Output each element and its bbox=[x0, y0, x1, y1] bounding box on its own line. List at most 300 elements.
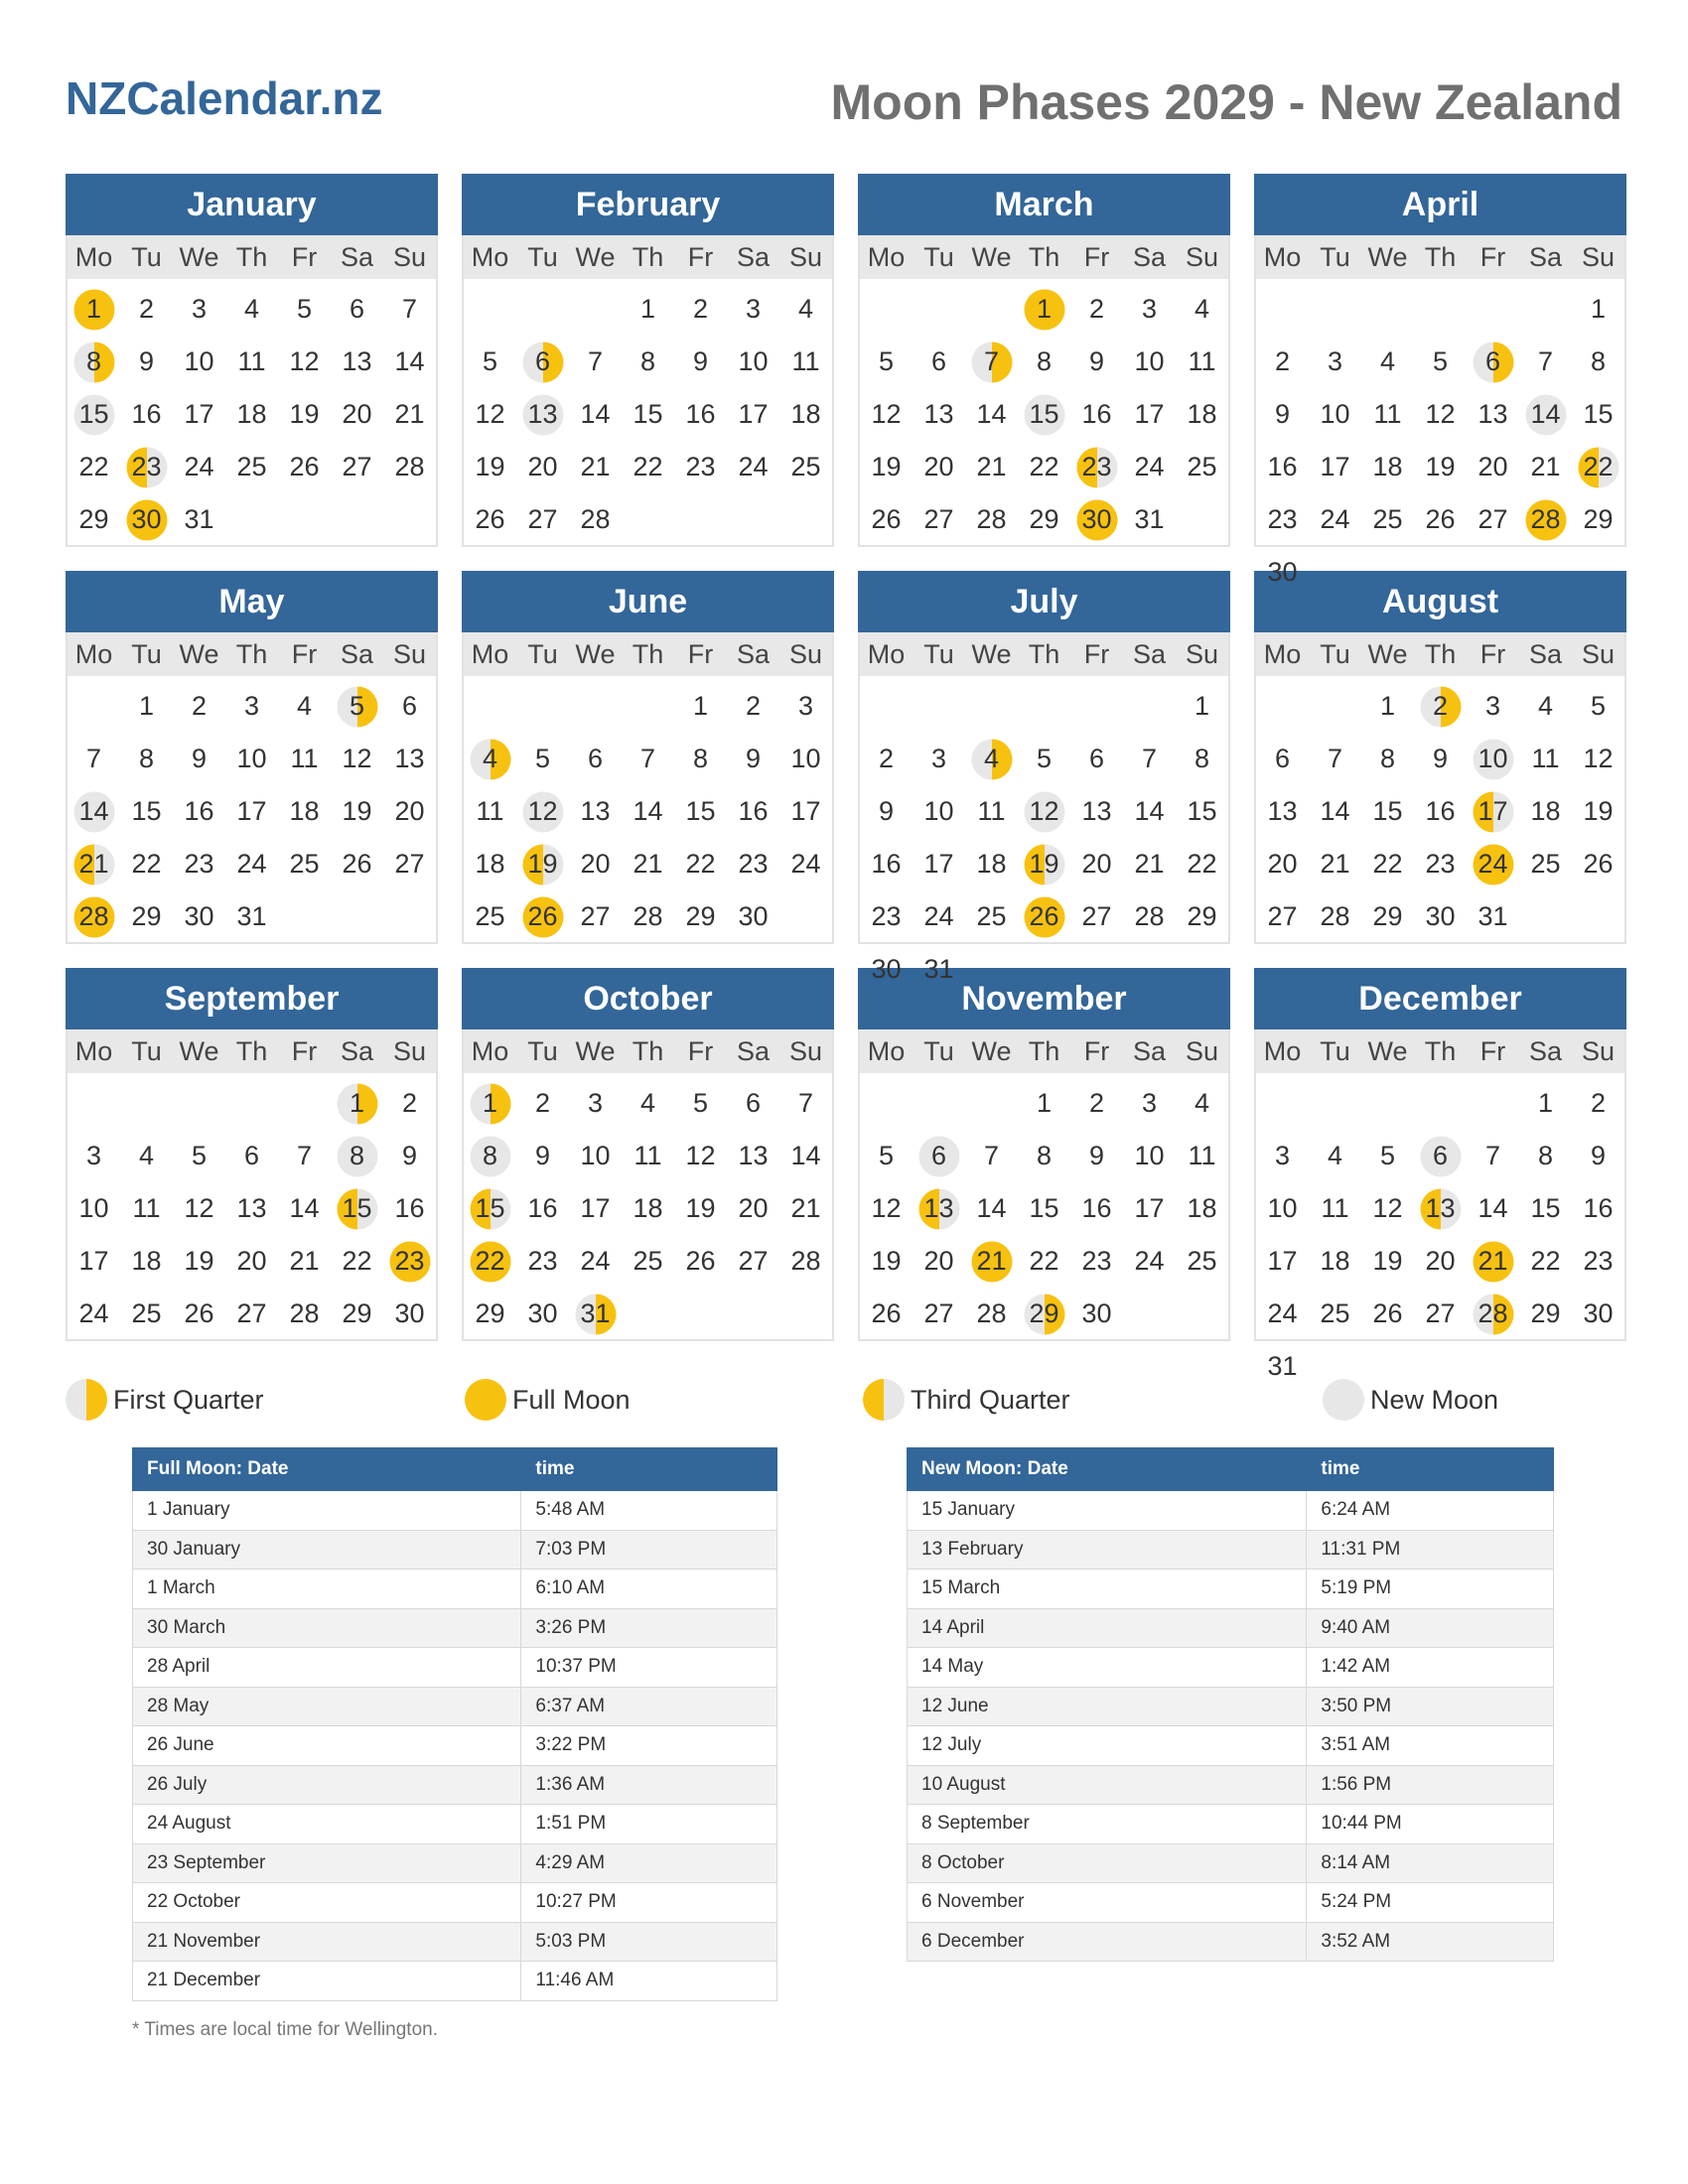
day-cell bbox=[913, 336, 965, 388]
day-number: 6 bbox=[243, 1141, 260, 1170]
weekday-label: Tu bbox=[527, 638, 558, 669]
day-number: 20 bbox=[923, 1246, 954, 1276]
day-cell bbox=[569, 1288, 622, 1340]
empty-cell bbox=[464, 680, 516, 733]
day-cell bbox=[1572, 336, 1624, 388]
day-number: 18 bbox=[1530, 796, 1561, 826]
day-cell bbox=[1309, 890, 1361, 943]
day-number: 11 bbox=[132, 1193, 161, 1223]
day-cell bbox=[779, 441, 832, 493]
empty-cell bbox=[569, 283, 622, 336]
day-number: 12 bbox=[1029, 796, 1059, 826]
day-cell bbox=[331, 1182, 383, 1235]
day-number: 29 bbox=[1530, 1298, 1561, 1328]
empty-cell bbox=[1519, 283, 1572, 336]
empty-cell bbox=[464, 283, 516, 336]
day-cell bbox=[727, 441, 779, 493]
empty-cell bbox=[1256, 680, 1309, 733]
day-number: 1 bbox=[1036, 294, 1053, 324]
day-cell bbox=[1176, 1235, 1228, 1288]
day-number: 5 bbox=[1379, 1141, 1396, 1170]
day-number: 13 bbox=[1267, 796, 1298, 826]
day-number: 25 bbox=[289, 849, 320, 879]
day-cell bbox=[68, 388, 120, 441]
day-number: 21 bbox=[976, 1246, 1007, 1276]
day-cell bbox=[1070, 336, 1123, 388]
day-number: 8 bbox=[1036, 346, 1053, 376]
day-number: 5 bbox=[878, 346, 895, 376]
day-cell bbox=[1070, 441, 1123, 493]
day-cell bbox=[331, 733, 383, 785]
weekday-label: We bbox=[575, 638, 616, 669]
day-number: 15 bbox=[1583, 399, 1614, 429]
day-number: 8 bbox=[85, 346, 102, 376]
day-cell bbox=[779, 838, 832, 890]
day-cell bbox=[1018, 1182, 1070, 1235]
day-number: 17 bbox=[236, 796, 267, 826]
weekday-label: Fr bbox=[1479, 241, 1506, 272]
day-cell bbox=[120, 336, 173, 388]
day-number: 29 bbox=[131, 901, 162, 931]
table-row bbox=[133, 1883, 777, 1923]
day-cell bbox=[965, 1130, 1018, 1182]
date-cell: 6 December bbox=[908, 1922, 1307, 1962]
month-june bbox=[462, 571, 834, 944]
day-number: 17 bbox=[1134, 399, 1165, 429]
day-number: 10 bbox=[790, 744, 821, 773]
weekday-label: Mo bbox=[471, 1035, 509, 1066]
day-cell bbox=[1467, 1288, 1519, 1340]
day-cell bbox=[622, 838, 674, 890]
empty-cell bbox=[965, 283, 1018, 336]
day-cell bbox=[1467, 680, 1519, 733]
day-number: 16 bbox=[1081, 399, 1112, 429]
day-number: 30 bbox=[738, 901, 769, 931]
table-row bbox=[908, 1883, 1554, 1923]
day-cell bbox=[278, 388, 331, 441]
table-row bbox=[908, 1570, 1554, 1609]
weekday-header bbox=[860, 235, 1228, 279]
day-number: 12 bbox=[1583, 744, 1614, 773]
day-cell bbox=[1123, 1182, 1176, 1235]
day-cell bbox=[569, 785, 622, 838]
day-number: 24 bbox=[1477, 849, 1508, 879]
day-cell bbox=[1467, 1182, 1519, 1235]
day-cell bbox=[68, 1130, 120, 1182]
day-cell bbox=[622, 336, 674, 388]
weekday-label: Sa bbox=[1528, 638, 1563, 669]
day-cell bbox=[913, 1288, 965, 1340]
day-number: 25 bbox=[1372, 504, 1403, 534]
day-cell bbox=[1519, 441, 1572, 493]
day-number: 10 bbox=[738, 346, 769, 376]
empty-cell bbox=[1467, 283, 1519, 336]
day-number: 25 bbox=[976, 901, 1007, 931]
day-number: 16 bbox=[1583, 1193, 1614, 1223]
table-row bbox=[908, 1765, 1554, 1805]
day-cell bbox=[1070, 1077, 1123, 1130]
day-cell bbox=[173, 680, 225, 733]
day-cell bbox=[464, 733, 516, 785]
weekday-label: Tu bbox=[923, 241, 954, 272]
day-cell bbox=[173, 1130, 225, 1182]
day-number: 9 bbox=[1590, 1141, 1607, 1170]
day-number: 5 bbox=[1036, 744, 1053, 773]
date-cell: 10 August bbox=[908, 1765, 1307, 1805]
day-number: 8 bbox=[1590, 346, 1607, 376]
day-number: 9 bbox=[1088, 346, 1105, 376]
day-number: 22 bbox=[1187, 849, 1217, 879]
day-cell bbox=[120, 733, 173, 785]
empty-cell bbox=[860, 283, 913, 336]
day-number: 20 bbox=[342, 399, 372, 429]
day-number: 18 bbox=[790, 399, 821, 429]
day-cell bbox=[331, 785, 383, 838]
day-number: 23 bbox=[1081, 1246, 1112, 1276]
day-cell bbox=[120, 1288, 173, 1340]
footnote: * Times are local time for Wellington. bbox=[132, 2019, 438, 2040]
day-number: 24 bbox=[78, 1298, 109, 1328]
table-row bbox=[133, 1608, 777, 1648]
month-january bbox=[66, 174, 438, 547]
day-cell bbox=[1361, 733, 1414, 785]
weekday-header bbox=[464, 235, 832, 279]
day-number: 23 bbox=[527, 1246, 558, 1276]
day-cell bbox=[965, 890, 1018, 943]
weekday-label: We bbox=[179, 1035, 219, 1066]
day-cell bbox=[779, 1077, 832, 1130]
day-number: 22 bbox=[131, 849, 162, 879]
day-cell bbox=[120, 838, 173, 890]
day-cell bbox=[120, 680, 173, 733]
day-cell bbox=[1176, 733, 1228, 785]
day-number: 20 bbox=[738, 1193, 769, 1223]
day-number: 16 bbox=[394, 1193, 425, 1223]
day-number: 4 bbox=[296, 691, 313, 721]
day-cell bbox=[1572, 1130, 1624, 1182]
day-number: 28 bbox=[976, 1298, 1007, 1328]
day-number: 9 bbox=[1088, 1141, 1105, 1170]
day-number: 14 bbox=[976, 399, 1007, 429]
day-number: 1 bbox=[1590, 294, 1607, 324]
day-number: 19 bbox=[871, 452, 902, 481]
day-cell bbox=[383, 785, 436, 838]
weekday-label: Sa bbox=[340, 1035, 374, 1066]
day-number: 20 bbox=[394, 796, 425, 826]
weekday-label: Tu bbox=[1320, 1035, 1350, 1066]
legend-label: Third Quarter bbox=[911, 1384, 1070, 1415]
day-cell bbox=[464, 336, 516, 388]
day-cell bbox=[860, 785, 913, 838]
day-cell bbox=[913, 943, 965, 996]
day-cell bbox=[1070, 1288, 1123, 1340]
day-cell bbox=[1467, 493, 1519, 546]
full-moon-icon bbox=[465, 1379, 506, 1421]
day-number: 29 bbox=[1187, 901, 1217, 931]
day-cell bbox=[1018, 785, 1070, 838]
date-cell: 8 October bbox=[908, 1843, 1307, 1883]
day-number: 24 bbox=[790, 849, 821, 879]
day-number: 16 bbox=[131, 399, 162, 429]
empty-cell bbox=[1467, 1077, 1519, 1130]
day-cell bbox=[331, 680, 383, 733]
day-number: 26 bbox=[475, 504, 505, 534]
day-number: 16 bbox=[1081, 1193, 1112, 1223]
day-cell bbox=[1256, 1130, 1309, 1182]
day-cell bbox=[860, 943, 913, 996]
month-february bbox=[462, 174, 834, 547]
weekday-label: We bbox=[575, 241, 616, 272]
day-cell bbox=[622, 283, 674, 336]
day-number: 21 bbox=[289, 1246, 320, 1276]
day-cell bbox=[464, 838, 516, 890]
weekday-label: Tu bbox=[131, 638, 162, 669]
time-cell: 3:51 AM bbox=[1307, 1726, 1554, 1766]
day-number: 5 bbox=[878, 1141, 895, 1170]
day-cell bbox=[1176, 388, 1228, 441]
weekday-label: Tu bbox=[1320, 241, 1350, 272]
weekday-label: Sa bbox=[340, 241, 374, 272]
day-number: 22 bbox=[1372, 849, 1403, 879]
empty-cell bbox=[1414, 1077, 1467, 1130]
day-number: 15 bbox=[1530, 1193, 1561, 1223]
day-number: 4 bbox=[1194, 294, 1210, 324]
column-header-time: time bbox=[1307, 1448, 1554, 1491]
day-number: 4 bbox=[1327, 1141, 1343, 1170]
empty-cell bbox=[965, 1077, 1018, 1130]
day-cell bbox=[1467, 733, 1519, 785]
day-number: 31 bbox=[923, 954, 954, 984]
day-number: 30 bbox=[527, 1298, 558, 1328]
day-cell bbox=[68, 441, 120, 493]
day-cell bbox=[1018, 283, 1070, 336]
day-cell bbox=[965, 493, 1018, 546]
day-number: 25 bbox=[1320, 1298, 1350, 1328]
day-number: 12 bbox=[1372, 1193, 1403, 1223]
day-cell bbox=[1572, 838, 1624, 890]
day-number: 20 bbox=[236, 1246, 267, 1276]
time-cell: 1:51 PM bbox=[521, 1805, 777, 1844]
day-number: 5 bbox=[191, 1141, 208, 1170]
day-number: 8 bbox=[1194, 744, 1210, 773]
day-cell bbox=[68, 785, 120, 838]
day-number: 5 bbox=[482, 346, 498, 376]
weekday-label: Tu bbox=[131, 241, 162, 272]
day-cell bbox=[464, 1288, 516, 1340]
day-number: 12 bbox=[527, 796, 558, 826]
time-cell: 11:46 AM bbox=[521, 1962, 777, 2001]
table-row bbox=[133, 1765, 777, 1805]
day-cell bbox=[68, 838, 120, 890]
day-number: 20 bbox=[1425, 1246, 1456, 1276]
empty-cell bbox=[120, 1077, 173, 1130]
day-number: 9 bbox=[745, 744, 762, 773]
legend-item bbox=[1323, 1375, 1498, 1425]
day-cell bbox=[516, 1182, 569, 1235]
day-number: 6 bbox=[349, 294, 365, 324]
day-cell bbox=[727, 388, 779, 441]
column-header-time: time bbox=[521, 1448, 777, 1491]
day-number: 6 bbox=[745, 1088, 762, 1118]
day-cell bbox=[1309, 441, 1361, 493]
table-row bbox=[908, 1491, 1554, 1531]
day-cell bbox=[1519, 388, 1572, 441]
day-number: 10 bbox=[184, 346, 214, 376]
month-title: September bbox=[66, 968, 438, 1029]
day-number: 8 bbox=[1379, 744, 1396, 773]
day-number: 15 bbox=[78, 399, 109, 429]
table-row bbox=[133, 1726, 777, 1766]
day-number: 11 bbox=[1531, 744, 1560, 773]
day-number: 3 bbox=[1327, 346, 1343, 376]
weekday-label: Fr bbox=[1479, 1035, 1506, 1066]
day-number: 18 bbox=[1187, 399, 1217, 429]
day-number: 29 bbox=[1029, 504, 1059, 534]
day-cell bbox=[1176, 1182, 1228, 1235]
day-cell bbox=[1018, 493, 1070, 546]
day-number: 25 bbox=[236, 452, 267, 481]
month-title: June bbox=[462, 571, 834, 632]
day-number: 13 bbox=[236, 1193, 267, 1223]
day-cell bbox=[225, 680, 278, 733]
day-number: 7 bbox=[1537, 346, 1554, 376]
site-logo[interactable]: NZCalendar.nz bbox=[66, 72, 383, 124]
day-number: 13 bbox=[1477, 399, 1508, 429]
day-number: 21 bbox=[1530, 452, 1561, 481]
legend-item bbox=[66, 1375, 264, 1425]
day-number: 5 bbox=[1432, 346, 1449, 376]
day-cell bbox=[278, 441, 331, 493]
day-number: 3 bbox=[930, 744, 947, 773]
weekday-label: We bbox=[179, 638, 219, 669]
day-cell bbox=[913, 493, 965, 546]
day-number: 15 bbox=[1029, 1193, 1059, 1223]
day-number: 9 bbox=[1432, 744, 1449, 773]
weekday-label: Mo bbox=[867, 1035, 906, 1066]
day-cell bbox=[331, 441, 383, 493]
day-number: 14 bbox=[790, 1141, 821, 1170]
day-number: 22 bbox=[1029, 1246, 1059, 1276]
table-row bbox=[133, 1491, 777, 1531]
time-cell: 8:14 AM bbox=[1307, 1843, 1554, 1883]
day-cell bbox=[1414, 680, 1467, 733]
day-number: 30 bbox=[1583, 1298, 1614, 1328]
day-number: 24 bbox=[580, 1246, 611, 1276]
day-number: 28 bbox=[580, 504, 611, 534]
day-cell bbox=[120, 1130, 173, 1182]
day-number: 10 bbox=[1134, 1141, 1165, 1170]
day-number: 13 bbox=[1425, 1193, 1456, 1223]
day-number: 30 bbox=[131, 504, 162, 534]
day-number: 9 bbox=[191, 744, 208, 773]
day-number: 23 bbox=[1267, 504, 1298, 534]
day-cell bbox=[1256, 1182, 1309, 1235]
day-cell bbox=[779, 1130, 832, 1182]
day-cell bbox=[225, 1288, 278, 1340]
day-number: 23 bbox=[394, 1246, 425, 1276]
day-cell bbox=[331, 1077, 383, 1130]
empty-cell bbox=[913, 1077, 965, 1130]
day-cell bbox=[1414, 1182, 1467, 1235]
day-number: 8 bbox=[1537, 1141, 1554, 1170]
day-number: 11 bbox=[290, 744, 319, 773]
day-cell bbox=[1467, 1235, 1519, 1288]
day-number: 11 bbox=[977, 796, 1006, 826]
day-cell bbox=[1018, 388, 1070, 441]
day-cell bbox=[464, 388, 516, 441]
day-number: 21 bbox=[1320, 849, 1350, 879]
weekday-header bbox=[1256, 235, 1624, 279]
day-cell bbox=[727, 785, 779, 838]
weekday-label: Fr bbox=[291, 638, 318, 669]
day-cell bbox=[278, 680, 331, 733]
day-cell bbox=[173, 1182, 225, 1235]
day-cell bbox=[779, 283, 832, 336]
day-number: 6 bbox=[587, 744, 604, 773]
date-cell: 21 November bbox=[133, 1922, 521, 1962]
day-cell bbox=[278, 785, 331, 838]
days-grid bbox=[68, 1073, 436, 1340]
time-cell: 3:22 PM bbox=[521, 1726, 777, 1766]
day-number: 6 bbox=[930, 346, 947, 376]
empty-cell bbox=[225, 1077, 278, 1130]
day-cell bbox=[1309, 388, 1361, 441]
day-number: 7 bbox=[587, 346, 604, 376]
empty-cell bbox=[860, 1077, 913, 1130]
day-cell bbox=[1309, 733, 1361, 785]
days-grid bbox=[1256, 676, 1624, 943]
day-number: 21 bbox=[580, 452, 611, 481]
day-number: 30 bbox=[394, 1298, 425, 1328]
day-number: 22 bbox=[685, 849, 716, 879]
day-number: 12 bbox=[475, 399, 505, 429]
day-cell bbox=[727, 1182, 779, 1235]
weekday-header bbox=[1256, 1029, 1624, 1073]
day-number: 4 bbox=[639, 1088, 656, 1118]
legend-label: New Moon bbox=[1370, 1384, 1499, 1415]
day-number: 28 bbox=[1477, 1298, 1508, 1328]
column-header-date: Full Moon: Date bbox=[133, 1448, 521, 1491]
day-cell bbox=[622, 1182, 674, 1235]
day-cell bbox=[1256, 546, 1309, 599]
weekday-label: Th bbox=[632, 1035, 664, 1066]
day-cell bbox=[1309, 493, 1361, 546]
day-number: 31 bbox=[184, 504, 214, 534]
day-number: 22 bbox=[342, 1246, 372, 1276]
day-cell bbox=[965, 1182, 1018, 1235]
day-number: 11 bbox=[633, 1141, 662, 1170]
day-cell bbox=[727, 1130, 779, 1182]
day-number: 14 bbox=[976, 1193, 1007, 1223]
day-cell bbox=[1572, 283, 1624, 336]
day-number: 18 bbox=[131, 1246, 162, 1276]
month-december bbox=[1254, 968, 1626, 1381]
day-number: 26 bbox=[1425, 504, 1456, 534]
column-header-date: New Moon: Date bbox=[908, 1448, 1307, 1491]
day-cell bbox=[1519, 1182, 1572, 1235]
day-cell bbox=[383, 733, 436, 785]
day-cell bbox=[1123, 838, 1176, 890]
weekday-label: We bbox=[971, 1035, 1012, 1066]
day-number: 10 bbox=[1134, 346, 1165, 376]
day-number: 19 bbox=[685, 1193, 716, 1223]
day-number: 5 bbox=[296, 294, 313, 324]
day-number: 14 bbox=[1320, 796, 1350, 826]
day-cell bbox=[1123, 733, 1176, 785]
day-cell bbox=[516, 1288, 569, 1340]
day-number: 3 bbox=[797, 691, 814, 721]
day-number: 17 bbox=[1134, 1193, 1165, 1223]
